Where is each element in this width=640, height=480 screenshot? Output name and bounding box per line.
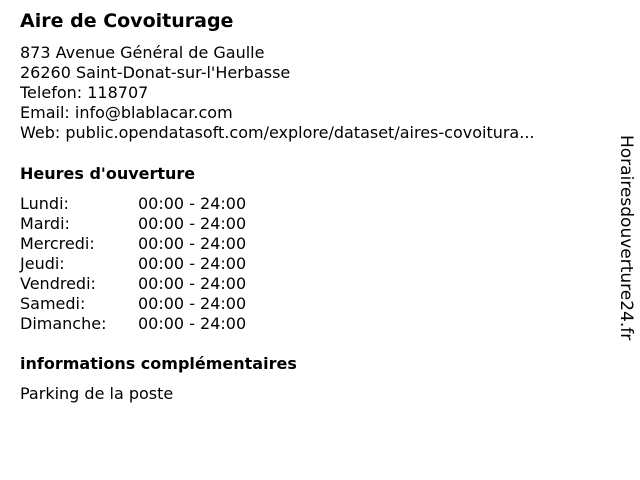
day-label: Vendredi:: [20, 274, 96, 293]
day-label: Samedi:: [20, 294, 86, 313]
time-range: 00:00 - 24:00: [138, 194, 247, 213]
watermark: [612, 135, 636, 375]
hours-row-friday: [20, 274, 320, 294]
opening-hours-heading: Heures d'ouverture: [20, 164, 196, 183]
additional-info-heading: informations complémentaires: [20, 354, 297, 373]
time-range: 00:00 - 24:00: [138, 234, 247, 253]
opening-hours-table: [20, 194, 320, 334]
time-range: 00:00 - 24:00: [138, 254, 247, 273]
hours-row-sunday: [20, 314, 320, 334]
hours-row-thursday: [20, 254, 320, 274]
time-range: 00:00 - 24:00: [138, 314, 247, 333]
watermark-text: Horairesdouverture24.fr: [616, 135, 636, 341]
address-block: [20, 43, 535, 143]
day-label: Mercredi:: [20, 234, 95, 253]
day-label: Mardi:: [20, 214, 70, 233]
hours-row-tuesday: [20, 214, 320, 234]
hours-row-monday: [20, 194, 320, 214]
time-range: 00:00 - 24:00: [138, 214, 247, 233]
day-label: Jeudi:: [20, 254, 65, 273]
email-address: Email: info@blablacar.com: [20, 103, 233, 122]
city-address: 26260 Saint-Donat-sur-l'Herbasse: [20, 63, 291, 82]
hours-row-saturday: [20, 294, 320, 314]
street-address: 873 Avenue Général de Gaulle: [20, 43, 265, 62]
additional-info-text: Parking de la poste: [20, 384, 174, 403]
time-range: 00:00 - 24:00: [138, 274, 247, 293]
page-title: Aire de Covoiturage: [20, 10, 234, 32]
website-link[interactable]: Web: public.opendatasoft.com/explore/dataset/aires-covoitura...: [20, 123, 535, 142]
phone-number: Telefon: 118707: [20, 83, 149, 102]
hours-row-wednesday: [20, 234, 320, 254]
day-label: Lundi:: [20, 194, 69, 213]
time-range: 00:00 - 24:00: [138, 294, 247, 313]
day-label: Dimanche:: [20, 314, 107, 333]
